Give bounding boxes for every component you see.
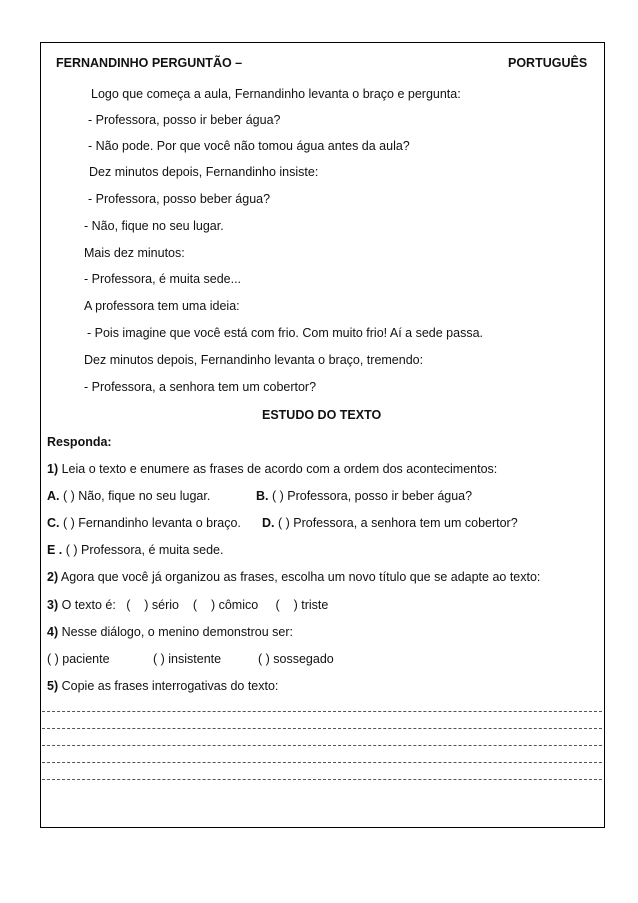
question-text: Leia o texto e enumere as frases de acordo com a ordem dos acontecimentos: (61, 462, 498, 476)
option-letter: C. (47, 516, 60, 530)
option-text: ( ) Professora, posso ir beber água? (271, 489, 473, 503)
story-line: - Professora, posso beber água? (88, 192, 271, 206)
question-text: Agora que você já organizou as frases, escolha um novo título que se adapte ao texto: (60, 570, 541, 584)
question-number: 4) (47, 625, 59, 639)
story-line: Mais dez minutos: (84, 246, 185, 260)
section-heading: ESTUDO DO TEXTO (262, 408, 382, 422)
option-a (47, 488, 210, 504)
question-5 (47, 678, 278, 694)
story-line: - Professora, a senhora tem um cobertor? (84, 380, 317, 394)
question-number: 3) (47, 598, 59, 612)
option-text: ( ) Professora, a senhora tem um cobertor? (277, 516, 518, 530)
option-letter: A. (47, 489, 60, 503)
answer-line (42, 728, 602, 729)
question-number: 1) (47, 462, 59, 476)
question-number: 5) (47, 679, 59, 693)
question-2 (47, 569, 540, 585)
question-number: 2) (47, 570, 59, 584)
q4-option-sossegado: ( ) sossegado (258, 652, 334, 666)
option-text: ( ) Professora, é muita sede. (65, 543, 224, 557)
story-line: Dez minutos depois, Fernandinho levanta o braço, tremendo: (84, 353, 424, 367)
option-d (262, 515, 518, 531)
question-text: Copie as frases interrogativas do texto: (61, 679, 279, 693)
option-b (256, 488, 472, 504)
option-c (47, 515, 241, 531)
option-letter: B. (256, 489, 269, 503)
answer-line (42, 779, 602, 780)
question-text: O texto é: ( ) sério ( ) cômico ( ) triste (61, 598, 329, 612)
question-3 (47, 597, 328, 613)
story-line: Dez minutos depois, Fernandinho insiste: (89, 165, 319, 179)
option-text: ( ) Fernandinho levanta o braço. (62, 516, 241, 530)
option-letter: E . (47, 543, 63, 557)
subject-label: PORTUGUÊS (508, 56, 588, 70)
story-line: A professora tem uma ideia: (84, 299, 240, 313)
story-line: - Não, fique no seu lugar. (84, 219, 224, 233)
document-title: FERNANDINHO PERGUNTÃO – (56, 56, 243, 70)
question-1 (47, 461, 497, 477)
story-line: - Pois imagine que você está com frio. Com muito frio! Aí a sede passa. (87, 326, 484, 340)
story-line: - Professora, posso ir beber água? (88, 113, 281, 127)
story-line: - Não pode. Por que você não tomou água antes da aula? (88, 139, 410, 153)
instruction: Responda: (47, 435, 112, 449)
q4-option-paciente: ( ) paciente (47, 652, 110, 666)
answer-line (42, 711, 602, 712)
story-line: Logo que começa a aula, Fernandinho levanta o braço e pergunta: (91, 87, 461, 101)
story-line: - Professora, é muita sede... (84, 272, 242, 286)
option-letter: D. (262, 516, 275, 530)
option-text: ( ) Não, fique no seu lugar. (62, 489, 211, 503)
q4-option-insistente: ( ) insistente (153, 652, 222, 666)
question-text: Nesse diálogo, o menino demonstrou ser: (61, 625, 293, 639)
question-4 (47, 624, 293, 640)
answer-line (42, 762, 602, 763)
option-e (47, 542, 223, 558)
answer-line (42, 745, 602, 746)
